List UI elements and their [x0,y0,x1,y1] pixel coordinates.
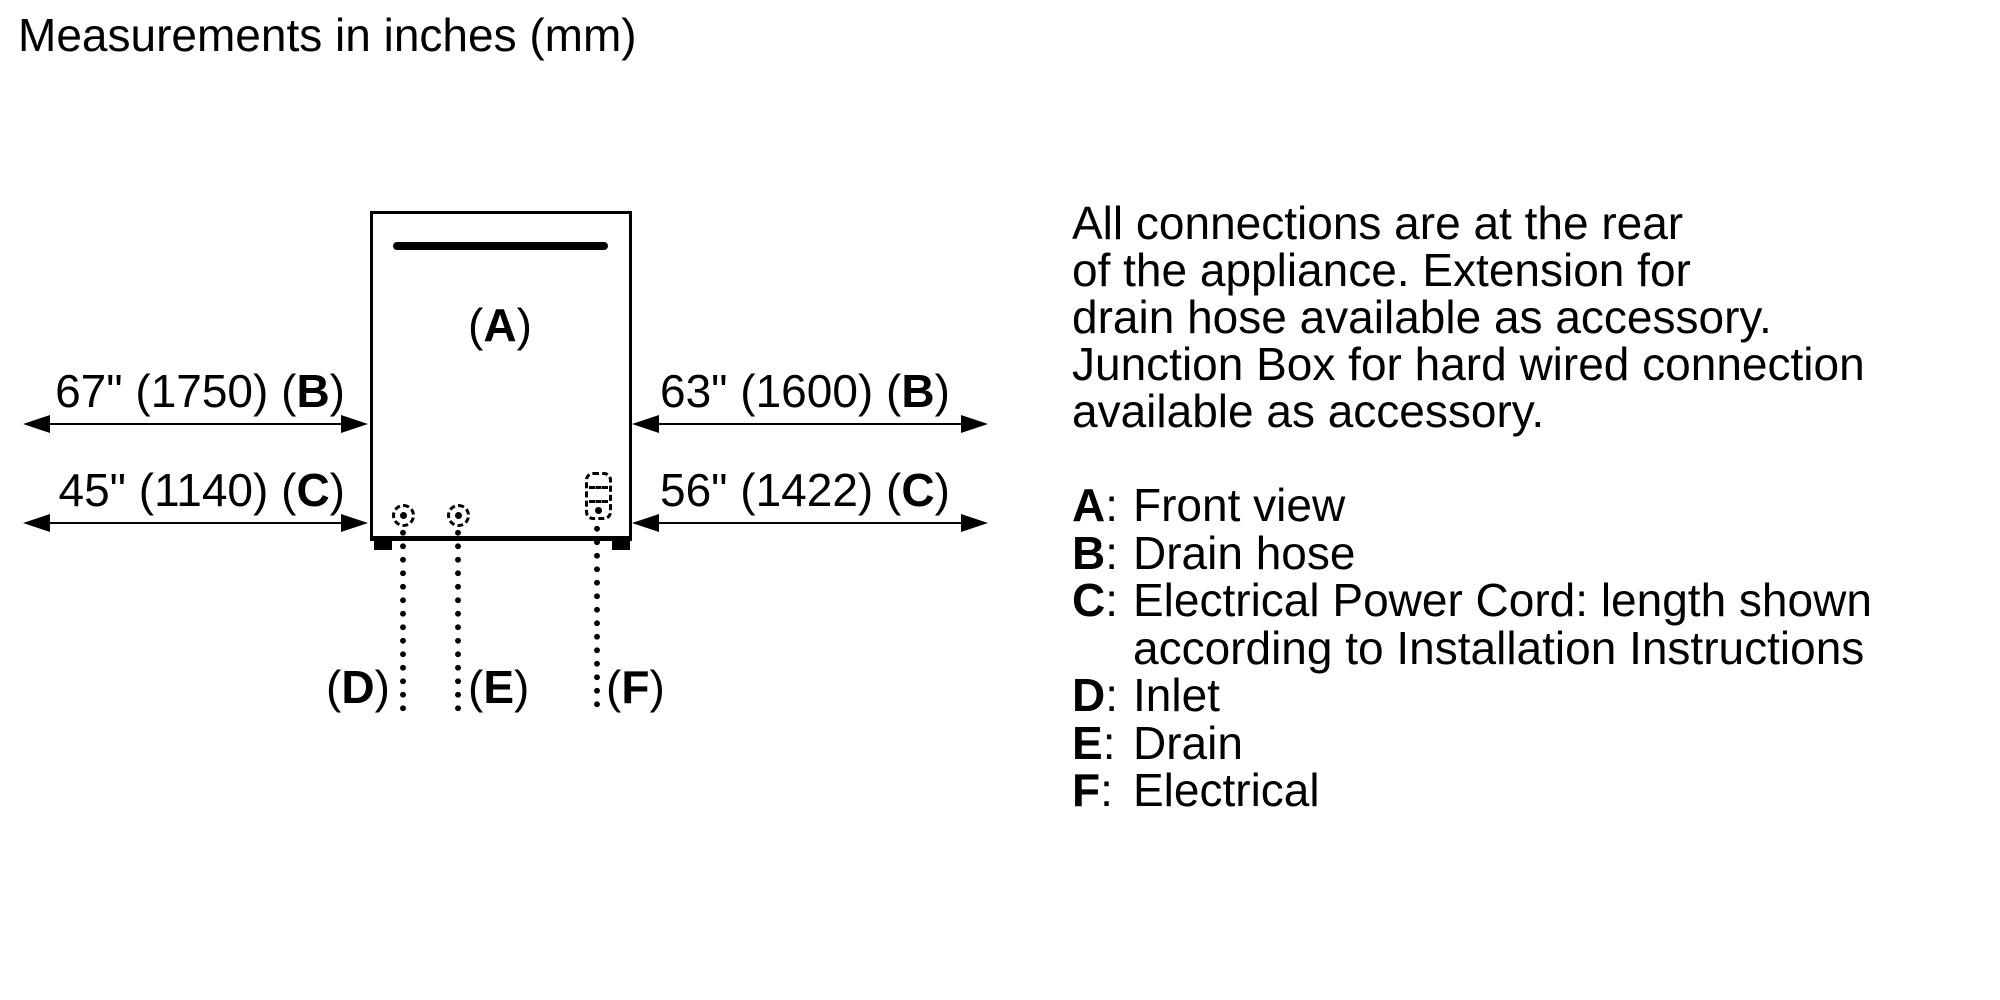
drain-center-dot [455,512,462,519]
arrowhead-left-icon [23,415,50,433]
plug-segment-line [589,486,608,489]
legend-desc: Drain hose [1133,526,1356,579]
note-line: available as accessory. [1072,385,1545,437]
legend-letter: C: [1072,574,1119,626]
legend-desc: Inlet [1133,669,1220,721]
legend-item-b [1072,526,1872,579]
electrical-center-dot [595,507,602,514]
arrowhead-left-icon [632,514,659,532]
dimension-text-left-power-cord: 45" (1140) (C) [58,464,345,516]
dimension-text-left-drain-hose: 67" (1750) (B) [55,365,345,417]
arrowhead-right-icon [341,514,368,532]
legend-letter: A: [1072,479,1119,531]
plug-segment-line [589,500,608,503]
appliance-foot-left [374,541,392,550]
legend-item-e [1072,716,1872,769]
arrowhead-right-icon [961,514,988,532]
arrowhead-left-icon [632,415,659,433]
note-line: All connections are at the rear [1072,197,1684,249]
legend-desc: Electrical [1133,764,1320,816]
inlet-center-dot [400,512,407,519]
page-title: Measurements in inches (mm) [18,9,637,61]
legend-letter: B: [1072,526,1119,579]
legend-letter: D: [1072,669,1119,721]
appliance-foot-right [612,541,630,550]
door-handle-line [393,242,608,250]
note-line: of the appliance. Extension for [1072,244,1691,296]
inlet-label: (D) [326,661,390,713]
legend-letter: E: [1072,716,1116,769]
installation-note [1072,197,1865,437]
legend-desc: Front view [1133,479,1346,531]
drain-label: (E) [468,661,530,713]
legend [1072,479,1872,816]
dimension-text-right-drain-hose: 63" (1600) (B) [660,365,950,417]
legend-item-d [1072,669,1872,721]
arrow-shaft [33,522,358,525]
dimension-arrow-right-drain-hose [632,415,988,433]
inlet-dotted-line [400,526,406,712]
drain-symbol-icon [447,504,470,527]
inlet-symbol-icon [392,504,415,527]
legend-item-c [1072,574,1872,674]
legend-desc: Electrical Power Cord: length shown [1133,574,1872,626]
electrical-symbol-icon [585,472,612,520]
arrowhead-left-icon [23,514,50,532]
dimension-arrow-left-power-cord [23,514,368,532]
legend-item-f [1072,764,1872,816]
arrowhead-right-icon [341,415,368,433]
electrical-label: (F) [606,661,665,713]
drain-dotted-line [455,526,461,712]
arrow-shaft [642,522,978,525]
front-view-label: (A) [468,299,532,351]
legend-letter: F: [1072,764,1113,816]
dimension-arrow-right-power-cord [632,514,988,532]
note-line: Junction Box for hard wired connection [1072,338,1865,390]
arrow-shaft [33,423,358,426]
note-line: drain hose available as accessory. [1072,291,1772,343]
arrowhead-right-icon [961,415,988,433]
dimension-arrow-left-drain-hose [23,415,368,433]
dimension-text-right-power-cord: 56" (1422) (C) [660,464,950,516]
arrow-shaft [642,423,978,426]
legend-desc: Drain [1133,716,1243,769]
legend-item-a [1072,479,1872,531]
electrical-dotted-line [594,522,600,712]
legend-desc: according to Installation Instructions [1133,621,1865,674]
